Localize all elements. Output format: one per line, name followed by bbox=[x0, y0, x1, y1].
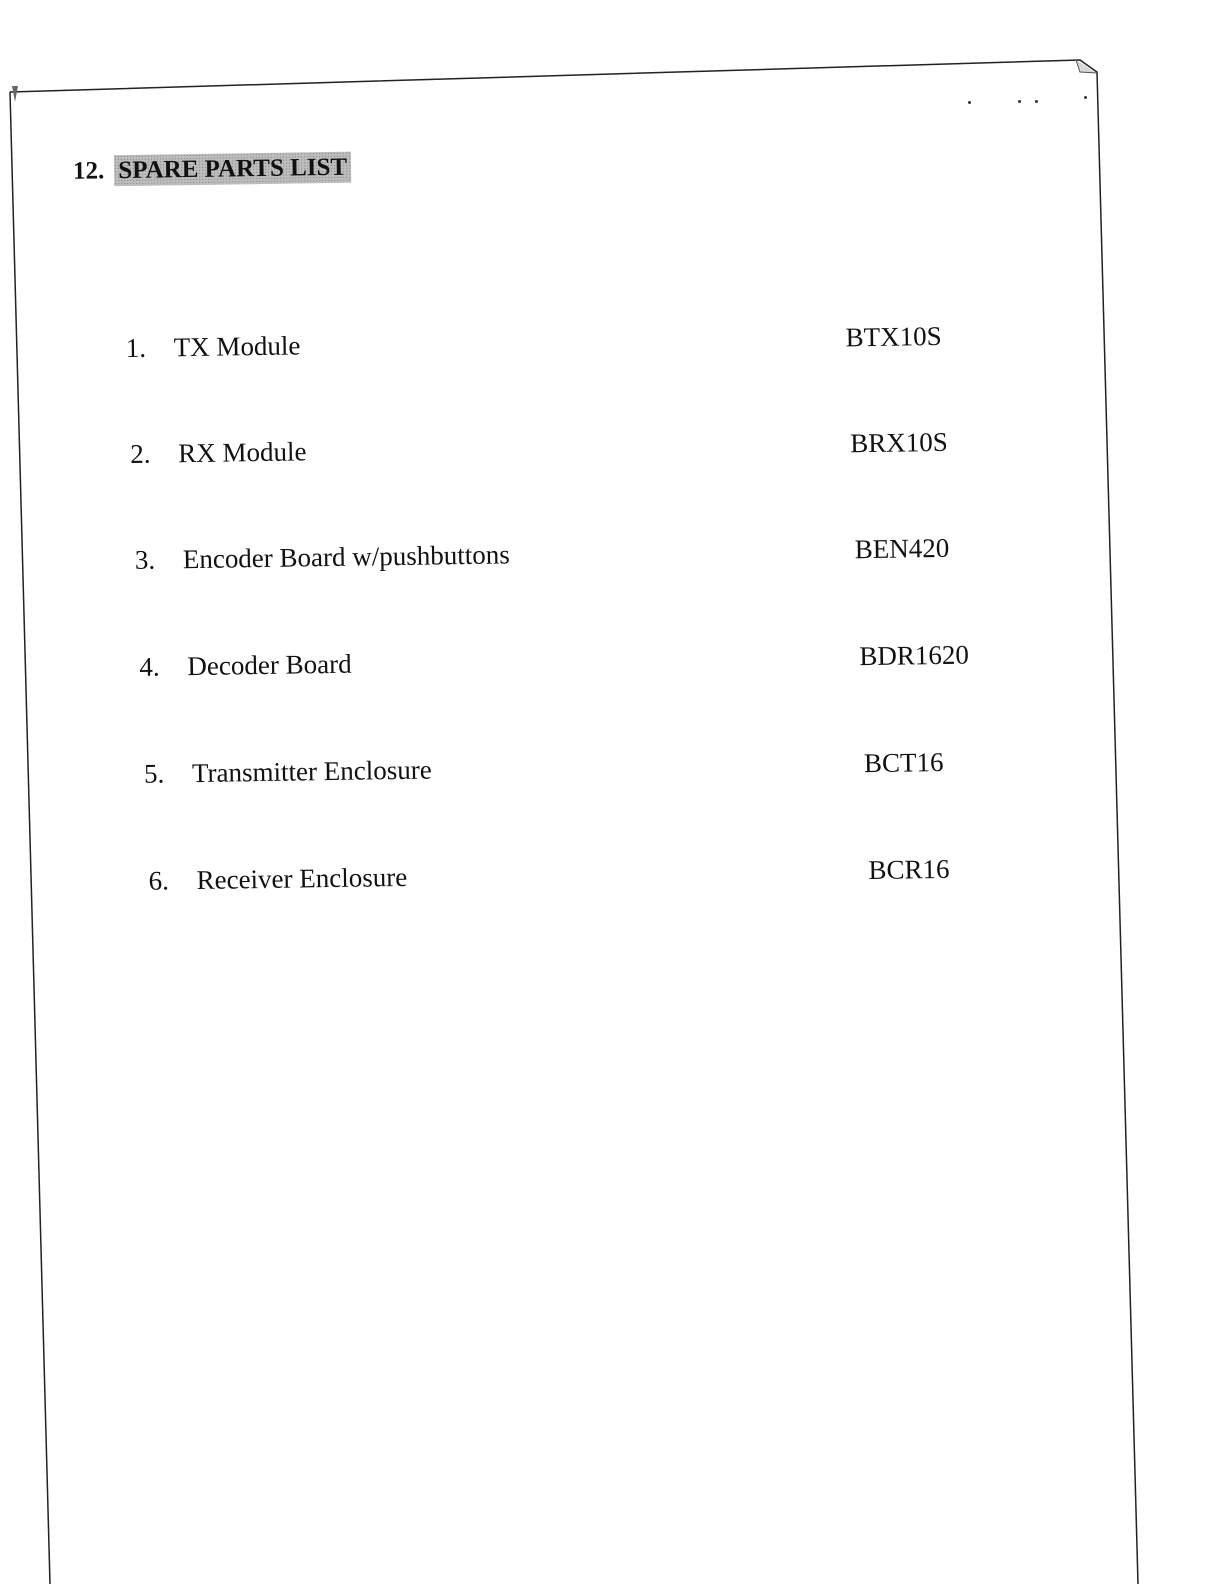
part-name: RX Module bbox=[178, 436, 307, 469]
part-name: Receiver Enclosure bbox=[196, 861, 408, 896]
list-item bbox=[144, 744, 1144, 799]
list-item bbox=[130, 424, 1130, 479]
item-number: 4. bbox=[139, 651, 160, 682]
item-number: 2. bbox=[130, 438, 151, 469]
part-name: Encoder Board w/pushbuttons bbox=[182, 539, 510, 575]
list-item bbox=[135, 530, 1135, 585]
section-heading bbox=[73, 154, 351, 186]
part-name: TX Module bbox=[173, 330, 301, 363]
section-title: SPARE PARTS LIST bbox=[114, 152, 351, 187]
item-number: 3. bbox=[134, 544, 156, 575]
part-code: BCR16 bbox=[868, 853, 950, 886]
part-code: BDR1620 bbox=[859, 639, 970, 672]
list-item bbox=[148, 851, 1148, 906]
item-number: 1. bbox=[125, 332, 147, 364]
list-item bbox=[125, 318, 1125, 373]
part-code: BRX10S bbox=[849, 426, 948, 459]
list-item bbox=[139, 637, 1139, 692]
part-code: BTX10S bbox=[845, 320, 942, 353]
part-code: BEN420 bbox=[854, 532, 950, 565]
part-code: BCT16 bbox=[863, 746, 944, 779]
section-number: 12. bbox=[72, 157, 105, 185]
part-name: Decoder Board bbox=[187, 648, 352, 682]
item-number: 5. bbox=[143, 758, 165, 789]
item-number: 6. bbox=[148, 865, 170, 896]
part-name: Transmitter Enclosure bbox=[191, 754, 432, 789]
